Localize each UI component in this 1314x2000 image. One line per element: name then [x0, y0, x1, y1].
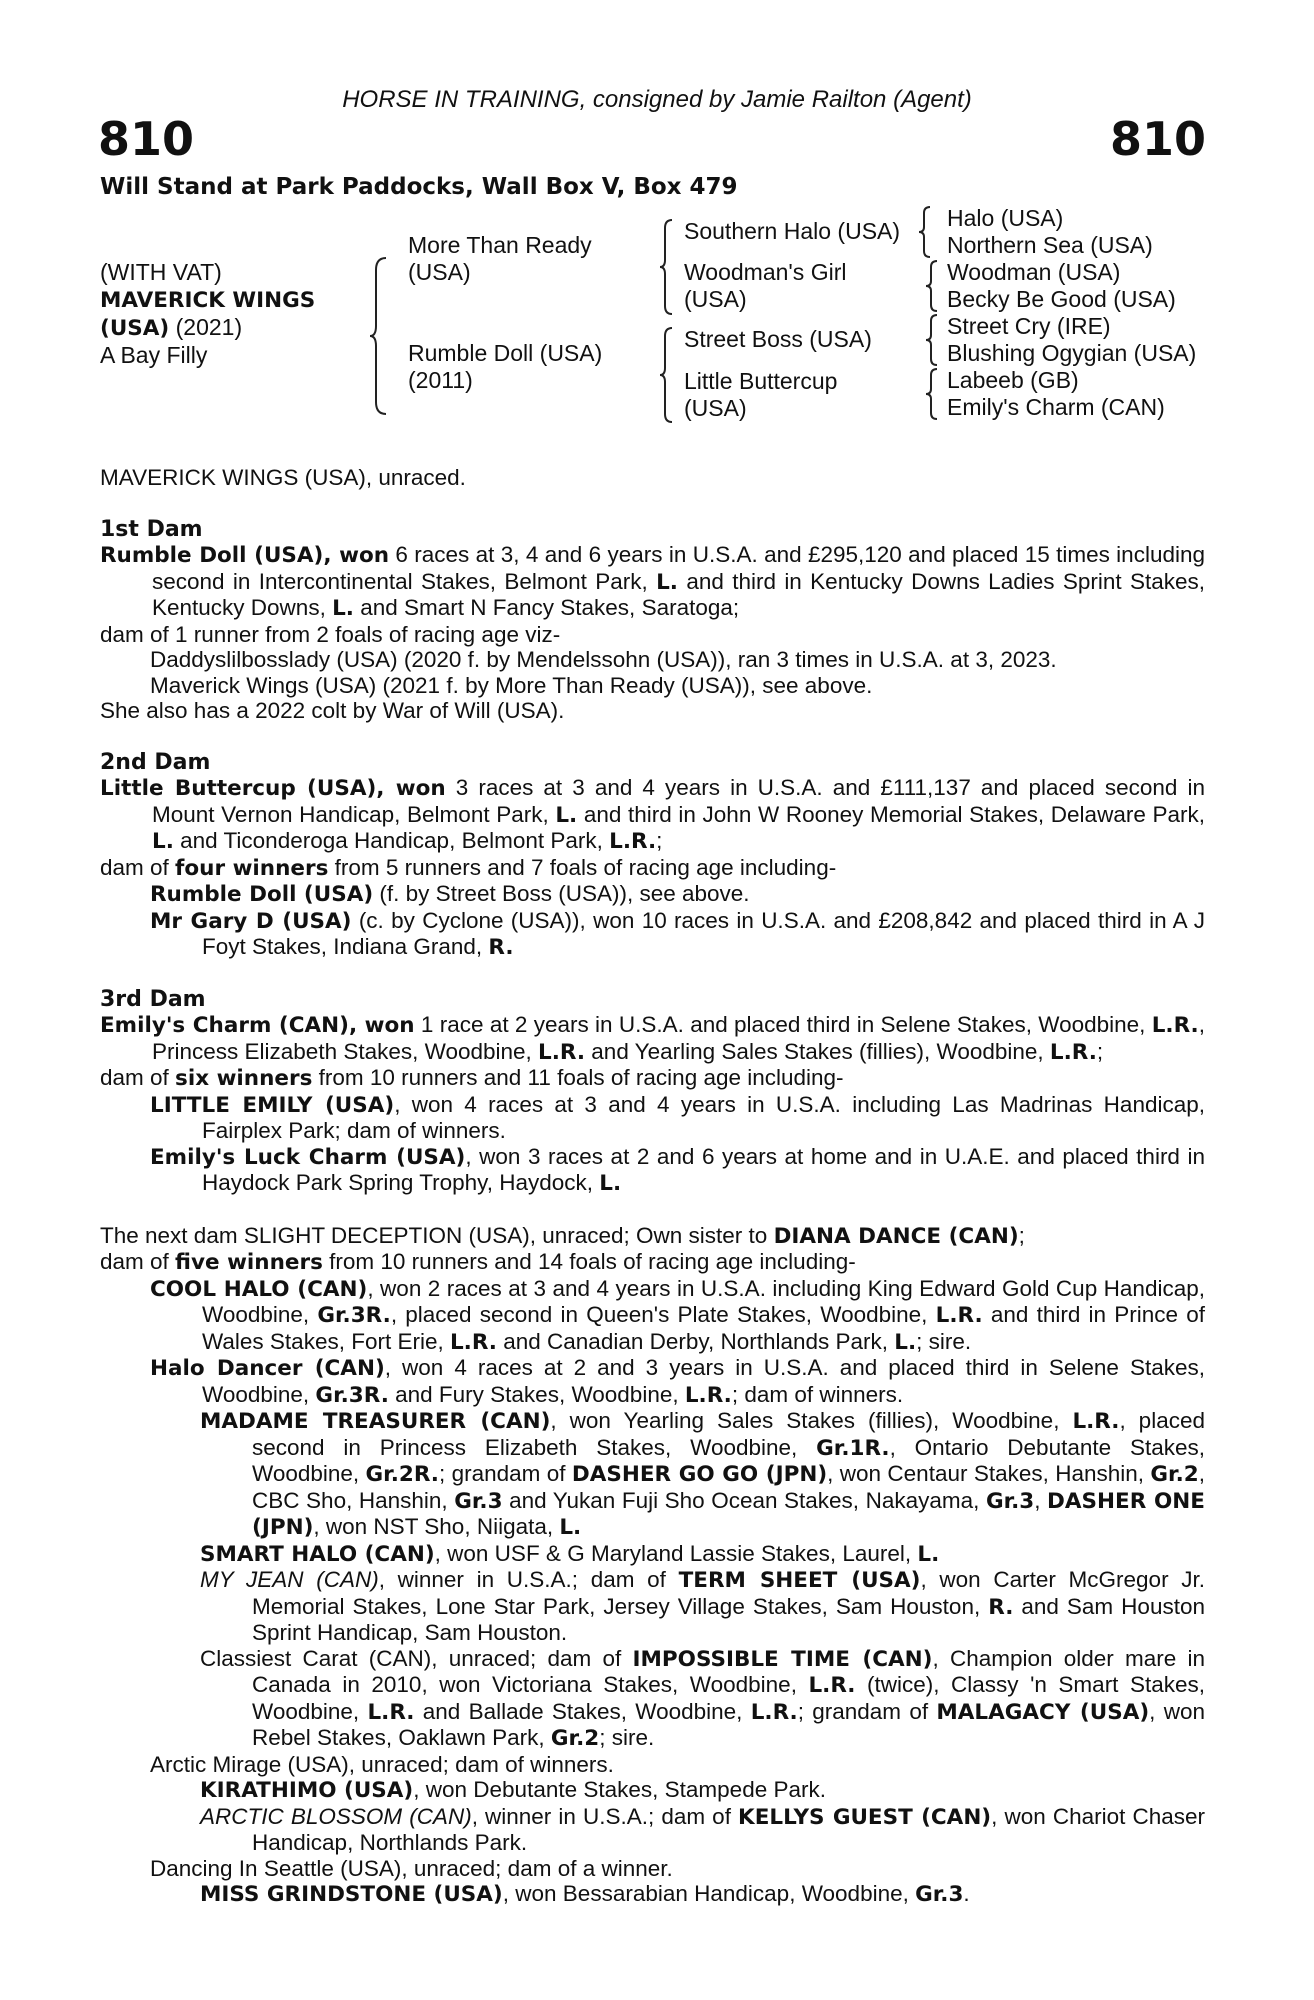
bold-text: Emily's Charm (CAN), won: [100, 1013, 415, 1038]
bold-text: L.: [599, 1171, 622, 1196]
bold-text: L.: [332, 596, 354, 621]
text-run: ; grandam of: [797, 1698, 937, 1724]
bold-text: L.R.: [808, 1673, 856, 1698]
produce-entry: [100, 1092, 1205, 1144]
bold-text: Gr.2: [1150, 1462, 1199, 1487]
bold-text: L.R.: [449, 1329, 497, 1355]
text-run: ; grandam of: [438, 1461, 572, 1486]
bold-text: L.R.: [935, 1303, 983, 1328]
text-run: , won Centaur Stakes, Hanshin,: [827, 1461, 1151, 1486]
bold-text: KELLYS GUEST (CAN): [738, 1804, 992, 1830]
text-run: and Ballade Stakes, Woodbine,: [414, 1698, 751, 1724]
italic-text: ARCTIC BLOSSOM (CAN): [200, 1803, 472, 1829]
sire-brace: [658, 218, 676, 316]
text-run: , won NST Sho, Niigata,: [313, 1514, 560, 1539]
text-run: and Canadian Derby, Northlands Park,: [496, 1328, 895, 1354]
bold-text: L.: [555, 802, 578, 828]
bold-text: L.: [559, 1515, 582, 1540]
text-run: and Fury Stakes, Woodbine,: [388, 1381, 685, 1407]
text-run: , CBC Sho, Hanshin,: [252, 1461, 1205, 1513]
bold-text: KIRATHIMO (USA): [200, 1778, 414, 1803]
text-run: , won 3 races at 2 and 6 years at home and in U.A.E. and placed third in Haydock Park Spring Trophy, Haydock,: [202, 1143, 1205, 1195]
catalogue-header-title: HORSE IN TRAINING, consigned by Jamie Railton (Agent): [342, 86, 972, 113]
third-dam-heading: 3rd Dam: [100, 986, 206, 1012]
text-run: (f. by Street Boss (USA)), see above.: [373, 881, 750, 906]
dam-sire: Street Boss (USA): [684, 326, 872, 352]
produce-entry: Maverick Wings (USA) (2021 f. by More Than Ready (USA)), see above.: [150, 672, 873, 698]
bold-text: Gr.3R.: [317, 1303, 391, 1328]
second-dam-produce-intro: [100, 855, 1205, 882]
produce-entry: [100, 1355, 1205, 1408]
text-run: .: [963, 1881, 970, 1906]
bold-text: R.: [488, 935, 514, 960]
bold-text: IMPOSSIBLE TIME (CAN): [632, 1646, 933, 1672]
bold-text: four winners: [175, 855, 329, 881]
bold-text: Gr.3: [454, 1488, 503, 1514]
text-run: ,: [1034, 1487, 1048, 1513]
text-run: dam of: [100, 1065, 176, 1090]
text-run: ; sire.: [599, 1725, 655, 1750]
vat-note: (WITH VAT): [100, 259, 222, 285]
produce-entry: Arctic Mirage (USA), unraced; dam of winners.: [150, 1751, 614, 1777]
gg-3: Woodman (USA): [947, 259, 1121, 285]
horse-name: MAVERICK WINGS: [100, 288, 316, 313]
horse-description: A Bay Filly: [100, 342, 208, 368]
gg-1: Halo (USA): [947, 205, 1064, 231]
bold-text: L.: [917, 1541, 940, 1567]
sire: More Than Ready (USA): [408, 232, 592, 285]
text-run: , Ontario Debutante Stakes, Woodbine,: [252, 1434, 1205, 1486]
catalogue-body: [100, 465, 1205, 1908]
bold-text: Gr.3R.: [315, 1382, 389, 1408]
text-run: ;: [656, 828, 663, 853]
bold-text: Gr.3: [985, 1488, 1035, 1514]
stand-location: Will Stand at Park Paddocks, Wall Box V, Box 479: [100, 174, 738, 200]
bold-text: L.R.: [1151, 1013, 1199, 1038]
text-run: , won 4 races at 3 and 4 years in U.S.A. including Las Madrinas Handicap, Fairplex Park; dam of winners.: [202, 1091, 1205, 1143]
horse-country: (USA): [100, 316, 170, 341]
text-run: and third in John W Rooney Memorial Stakes, Delaware Park,: [577, 801, 1205, 827]
first-dam-record: [100, 542, 1205, 622]
bold-text: DASHER ONE (JPN): [252, 1488, 1205, 1540]
dam: Rumble Doll (USA) (2011): [408, 340, 603, 393]
text-run: dam of: [100, 854, 176, 880]
bold-text: L.R.: [367, 1699, 415, 1725]
bold-text: L.: [894, 1329, 917, 1355]
text-run: and Yukan Fuji Sho Ocean Stakes, Nakayama,: [502, 1487, 986, 1513]
produce-entry: [100, 881, 1205, 908]
gg-4: Becky Be Good (USA): [947, 286, 1176, 312]
third-dam-produce-intro: [100, 1065, 1205, 1092]
text-run: 1 race at 2 years in U.S.A. and placed third in Selene Stakes, Woodbine,: [414, 1012, 1152, 1037]
bold-text: L.R.: [1049, 1039, 1097, 1065]
third-dam-record: [100, 1012, 1205, 1065]
produce-entry: [100, 1276, 1205, 1356]
text-run: ; dam of winners.: [731, 1381, 904, 1407]
bold-text: Gr.1R.: [816, 1435, 890, 1461]
text-run: and Sam Houston Sprint Handicap, Sam Houston.: [252, 1593, 1205, 1645]
text-run: , Champion older mare in Canada in 2010, won Victoriana Stakes, Woodbine,: [252, 1645, 1205, 1697]
dam-dam: Little Buttercup (USA): [684, 368, 838, 421]
bold-text: Rumble Doll (USA), won: [100, 543, 390, 568]
lot-number-right: 810: [1109, 112, 1206, 166]
produce-entry: [100, 1144, 1205, 1197]
bold-text: L.R.: [684, 1382, 732, 1408]
text-run: , won 2 races at 3 and 4 years in U.S.A. including King Edward Gold Cup Handicap, Woodbine,: [202, 1275, 1205, 1327]
text-run: and Yearling Sales Stakes (fillies), Woodbine,: [585, 1038, 1050, 1064]
text-run: , won Yearling Sales Stakes (fillies), Woodbine,: [550, 1408, 1073, 1433]
produce-entry: [100, 1408, 1205, 1541]
text-run: from 10 runners and 11 foals of racing age including-: [312, 1065, 844, 1090]
text-run: , Princess Elizabeth Stakes, Woodbine,: [152, 1012, 1205, 1064]
bold-text: R.: [988, 1594, 1014, 1620]
bold-text: L.R.: [609, 829, 657, 854]
bold-text: Gr.2R.: [365, 1462, 439, 1487]
bold-text: Mr Gary D (USA): [150, 908, 352, 934]
bold-text: L.: [152, 829, 174, 854]
bold-text: MADAME TREASURER (CAN): [200, 1409, 551, 1434]
bold-text: Halo Dancer (CAN): [150, 1356, 385, 1381]
text-run: and Smart N Fancy Stakes, Saratoga;: [353, 595, 740, 620]
bold-text: six winners: [175, 1066, 313, 1091]
gg-2: Northern Sea (USA): [947, 232, 1153, 258]
text-run: , won Carter McGregor Jr. Memorial Stakes, Lone Star Park, Jersey Village Stakes, Sam Houston,: [252, 1567, 1205, 1619]
gg-8: Emily's Charm (CAN): [947, 394, 1165, 420]
text-run: , won USF & G Maryland Lassie Stakes, Laurel,: [434, 1540, 918, 1566]
text-run: , winner in U.S.A.; dam of: [378, 1567, 679, 1592]
produce-entry: [100, 1567, 1205, 1646]
next-dam-record: [100, 1223, 1205, 1250]
text-run: The next dam SLIGHT DECEPTION (USA), unraced; Own sister to: [100, 1222, 774, 1248]
text-run: , won Chariot Chaser Handicap, Northlands Park.: [252, 1803, 1205, 1855]
text-run: 6 races at 3, 4 and 6 years in U.S.A. and £295,120 and placed 15 times including second in Intercontinental Stakes, Belmont Park,: [152, 542, 1205, 594]
produce-entry: [100, 1804, 1205, 1856]
text-run: and third in Prince of Wales Stakes, Fort Erie,: [202, 1302, 1205, 1354]
first-dam-produce-intro: dam of 1 runner from 2 foals of racing age viz-: [100, 621, 561, 647]
text-run: dam of: [100, 1249, 176, 1274]
bold-text: TERM SHEET (USA): [678, 1568, 921, 1593]
second-dam-record: [100, 775, 1205, 855]
bold-text: Gr.3: [915, 1882, 964, 1907]
gg-brace-3: [924, 313, 940, 367]
text-run: Classiest Carat (CAN), unraced; dam of: [200, 1645, 633, 1671]
bold-text: five winners: [175, 1250, 323, 1275]
first-dam-heading: 1st Dam: [100, 516, 203, 542]
italic-text: MY JEAN (CAN): [200, 1567, 379, 1592]
bold-text: LITTLE EMILY (USA): [150, 1092, 395, 1118]
text-run: (c. by Cyclone (USA)), won 10 races in U.S.A. and £208,842 and placed third in A J Foyt Stakes, Indiana Grand,: [202, 907, 1205, 959]
text-run: from 5 runners and 7 foals of racing age including-: [328, 854, 837, 880]
horse-summary: MAVERICK WINGS (USA), unraced.: [100, 465, 466, 490]
produce-entry: [100, 1646, 1205, 1752]
text-run: , won Debutante Stakes, Stampede Park.: [413, 1777, 826, 1802]
gg-brace-1: [917, 205, 933, 259]
bold-text: Rumble Doll (USA): [150, 882, 374, 907]
bold-text: L.R.: [750, 1699, 798, 1725]
bold-text: Emily's Luck Charm (USA): [150, 1144, 466, 1170]
bold-text: Gr.2: [550, 1726, 600, 1751]
next-dam-produce-intro: [100, 1249, 1205, 1276]
bold-text: DIANA DANCE (CAN): [773, 1223, 1019, 1249]
gg-brace-4: [924, 367, 940, 421]
text-run: ; sire.: [916, 1328, 972, 1354]
text-run: , won Bessarabian Handicap, Woodbine,: [502, 1881, 916, 1906]
bold-text: Little Buttercup (USA), won: [100, 776, 446, 801]
pedigree-horse: [100, 259, 315, 369]
gg-brace-2: [924, 259, 940, 313]
text-run: from 10 runners and 14 foals of racing age including-: [322, 1249, 856, 1274]
pedigree-brace: [368, 256, 390, 416]
gg-7: Labeeb (GB): [947, 367, 1079, 393]
second-dam-heading: 2nd Dam: [100, 749, 211, 775]
text-run: 3 races at 3 and 4 years in U.S.A. and £111,137 and placed second in Mount Vernon Handicap, Belmont Park,: [152, 775, 1205, 827]
bold-text: L.R.: [538, 1039, 586, 1065]
text-run: , placed second in Princess Elizabeth Stakes, Woodbine,: [252, 1408, 1205, 1460]
produce-entry: Dancing In Seattle (USA), unraced; dam of a winner.: [150, 1855, 673, 1881]
text-run: , placed second in Queen's Plate Stakes, Woodbine,: [390, 1302, 936, 1327]
text-run: , winner in U.S.A.; dam of: [471, 1803, 739, 1829]
lot-number-left: 810: [98, 112, 195, 166]
bold-text: DASHER GO GO (JPN): [571, 1462, 828, 1487]
gg-6: Blushing Ogygian (USA): [947, 340, 1197, 366]
produce-entry: [100, 908, 1205, 961]
bold-text: COOL HALO (CAN): [150, 1276, 368, 1302]
text-run: , won Rebel Stakes, Oaklawn Park,: [252, 1698, 1205, 1750]
bold-text: L.: [656, 569, 678, 595]
produce-note: She also has a 2022 colt by War of Will (USA).: [100, 698, 565, 723]
bold-text: MALAGACY (USA): [936, 1699, 1150, 1725]
text-run: ;: [1018, 1222, 1025, 1248]
text-run: and Ticonderoga Handicap, Belmont Park,: [173, 828, 610, 853]
produce-entry: [100, 1881, 1205, 1908]
text-run: , won 4 races at 2 and 3 years in U.S.A. and placed third in Selene Stakes, Woodbine,: [202, 1355, 1205, 1407]
text-run: (twice), Classy 'n Smart Stakes, Woodbine,: [252, 1672, 1206, 1724]
sire-sire: Southern Halo (USA): [684, 218, 901, 244]
sire-dam: Woodman's Girl (USA): [684, 259, 847, 312]
produce-entry: Daddyslilbosslady (USA) (2020 f. by Mendelssohn (USA)), ran 3 times in U.S.A. at 3, 2023.: [150, 647, 1057, 672]
dam-brace: [658, 326, 676, 424]
horse-year: (2021): [169, 314, 243, 340]
bold-text: MISS GRINDSTONE (USA): [200, 1882, 503, 1907]
bold-text: L.R.: [1072, 1409, 1120, 1434]
text-run: ;: [1096, 1038, 1104, 1064]
produce-entry: [100, 1777, 1205, 1804]
gg-5: Street Cry (IRE): [947, 313, 1111, 339]
produce-entry: [100, 1541, 1205, 1568]
bold-text: SMART HALO (CAN): [200, 1541, 435, 1567]
text-run: and third in Kentucky Downs Ladies Sprint Stakes, Kentucky Downs,: [152, 568, 1205, 620]
